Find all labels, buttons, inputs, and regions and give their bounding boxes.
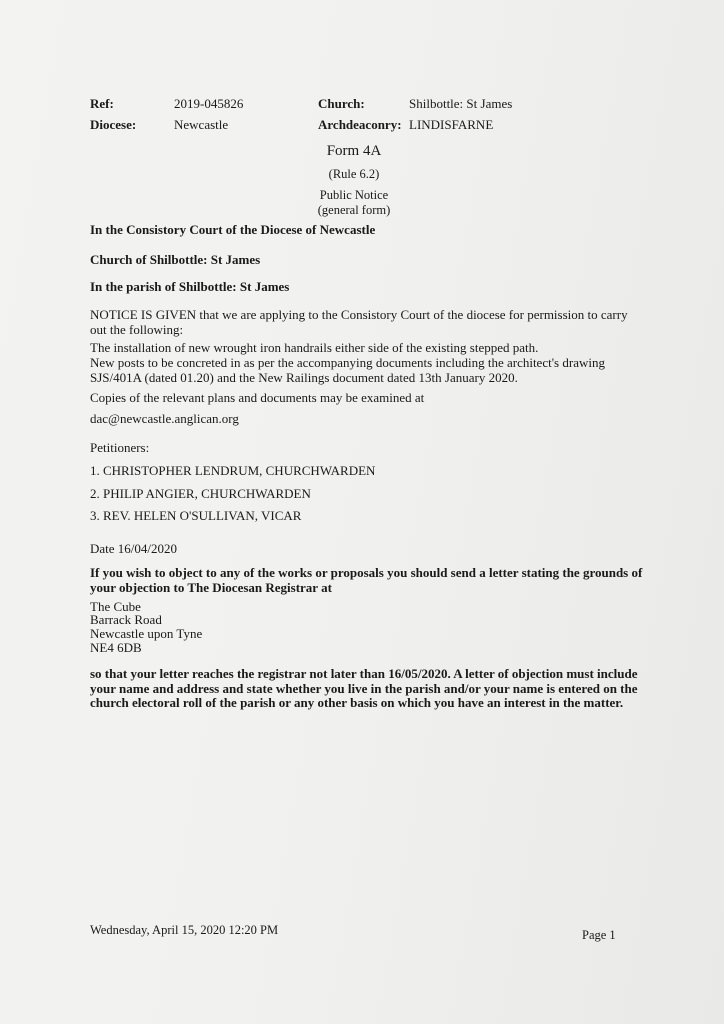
form-rule: (Rule 6.2) [328,167,380,181]
petitioner-item: 3. REV. HELEN O'SULLIVAN, VICAR [90,508,302,523]
address-line: Newcastle upon Tyne [90,626,203,641]
church-heading: Church of Shilbottle: St James [90,252,261,267]
church-value: Shilbottle: St James [409,96,513,111]
diocese-value: Newcastle [174,117,229,132]
form-type-line1: Public Notice [319,188,389,202]
address-line: NE4 6DB [90,640,142,655]
notice-line1: NOTICE IS GIVEN that we are applying to the Consistory Court of the diocese for permission to carry [90,307,628,322]
church-label: Church: [318,96,365,111]
address-line: The Cube [90,599,141,614]
footer-timestamp: Wednesday, April 15, 2020 12:20 PM [90,923,279,937]
form-type-line2: (general form) [317,203,391,217]
diocese-label: Diocese: [90,117,137,132]
archdeaconry-value: LINDISFARNE [409,117,494,132]
notice-line2: out the following: [90,322,184,337]
parish-heading: In the parish of Shilbottle: St James [90,279,290,294]
works-line2: New posts to be concreted in as per the accompanying documents including the architect's drawing [90,355,605,370]
closing-line1: so that your letter reaches the registrar not later than 16/05/2020. A letter of objection must include [90,666,638,681]
objection-line1: If you wish to object to any of the works or proposals you should send a letter stating the grounds of [90,565,643,580]
archdeaconry-label: Archdeaconry: [318,117,402,132]
ref-label: Ref: [90,96,114,111]
works-line1: The installation of new wrought iron handrails either side of the existing stepped path. [90,340,539,355]
closing-line3: church electoral roll of the parish or any other basis on which you have an interest in the matter. [90,695,624,710]
ref-value: 2019-045826 [174,96,244,111]
page-number: Page 1 [582,928,616,942]
copies-line: Copies of the relevant plans and documents may be examined at [90,390,425,405]
address-line: Barrack Road [90,612,162,627]
court-heading: In the Consistory Court of the Diocese of Newcastle [90,222,376,237]
petitioners-heading: Petitioners: [90,440,150,455]
closing-line2: your name and address and state whether you live in the parish and/or your name is entered on the [90,681,638,696]
email-address: dac@newcastle.anglican.org [90,411,239,426]
petitioner-item: 1. CHRISTOPHER LENDRUM, CHURCHWARDEN [90,463,376,478]
petitioner-item: 2. PHILIP ANGIER, CHURCHWARDEN [90,486,311,501]
objection-line2: your objection to The Diocesan Registrar at [90,580,332,595]
works-line3: SJS/401A (dated 01.20) and the New Railings document dated 13th January 2020. [90,370,518,385]
notice-date: Date 16/04/2020 [90,541,178,556]
form-title: Form 4A [326,143,382,159]
